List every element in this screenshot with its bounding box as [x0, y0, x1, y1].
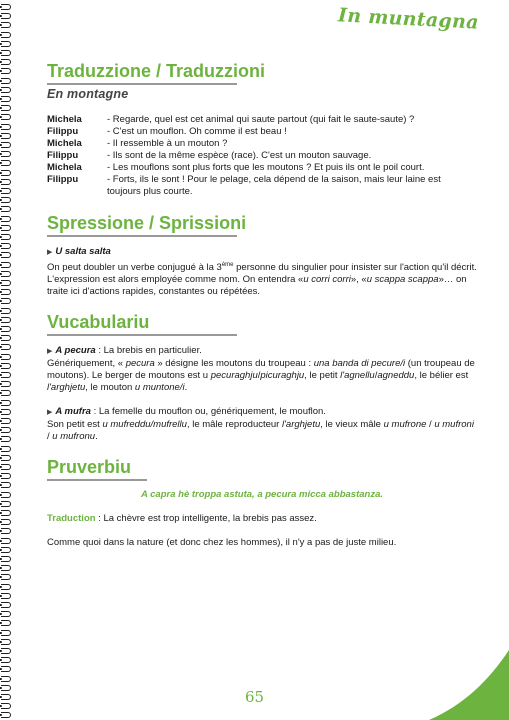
text-run: Génériquement, «	[47, 358, 126, 370]
binding-ring	[1, 160, 11, 166]
text-run: », «	[350, 274, 367, 286]
spiral-binding	[0, 0, 14, 720]
binding-ring	[1, 234, 11, 240]
binding-ring	[1, 639, 11, 645]
traduzione-heading: Traduzzione / Traduzzioni	[47, 61, 266, 81]
binding-ring	[1, 317, 11, 323]
binding-ring	[1, 528, 11, 534]
line-text: - Forts, ils le sont ! Pour le pelage, cela dépend de la saison, mais leur laine est toujours plus courte.	[107, 174, 441, 197]
text-run: .	[184, 382, 188, 394]
binding-ring	[1, 271, 11, 277]
binding-ring	[1, 96, 11, 102]
line-text: - Il ressemble à un mouton ?	[107, 138, 228, 149]
binding-ring	[1, 105, 11, 111]
line-text: - C'est un mouflon. Oh comme il est beau !	[107, 126, 287, 137]
binding-ring	[1, 427, 11, 433]
binding-ring	[1, 657, 11, 663]
proverb: A capra hè troppa astuta, a pecura micca abbastanza.	[141, 489, 383, 501]
binding-ring	[1, 41, 11, 47]
triangle-bullet-icon: ▶	[47, 409, 53, 417]
vocab-entry-pecura	[47, 345, 477, 358]
binding-ring	[1, 170, 11, 176]
text-run: , le vieux mâle	[320, 419, 384, 431]
term: u muntone/i	[134, 382, 185, 394]
binding-ring	[1, 114, 11, 120]
vocab-term: A mufra	[55, 406, 91, 418]
vucabulariu-section	[47, 311, 477, 443]
translation-label: Traduction	[47, 513, 96, 525]
binding-ring	[1, 225, 11, 231]
term: l'agnellu	[340, 370, 375, 382]
binding-ring	[1, 289, 11, 295]
vocab-term: A pecura	[55, 345, 96, 357]
example: u corri corri	[303, 274, 351, 286]
binding-ring	[1, 124, 11, 130]
term: u mufroni	[434, 419, 474, 431]
text-run: »… on traite ici d'actions rapides, constantes ou répétées.	[47, 274, 467, 298]
dialogue-line	[47, 150, 477, 162]
binding-ring	[1, 510, 11, 516]
dialogue-line	[47, 162, 477, 174]
binding-ring	[1, 50, 11, 56]
binding-ring	[1, 400, 11, 406]
heading-rule	[47, 235, 237, 237]
binding-ring	[1, 409, 11, 415]
binding-ring	[1, 252, 11, 258]
binding-ring	[1, 326, 11, 332]
binding-ring	[1, 473, 11, 479]
binding-ring	[1, 666, 11, 672]
binding-ring	[1, 538, 11, 544]
binding-ring	[1, 602, 11, 608]
binding-ring	[1, 418, 11, 424]
binding-ring	[1, 712, 11, 718]
binding-ring	[1, 611, 11, 617]
binding-ring	[1, 464, 11, 470]
term: pecuraghju	[210, 370, 258, 382]
speaker: Filippu	[47, 150, 79, 161]
binding-ring	[1, 243, 11, 249]
binding-ring	[1, 630, 11, 636]
line-text: - Regarde, quel est cet animal qui saute partout (qui fait le saute-saute) ?	[107, 114, 415, 125]
vocab-definition: : La femelle du mouflon ou, génériquement, le mouflon.	[90, 406, 326, 418]
binding-ring	[1, 519, 11, 525]
corner-decoration	[429, 650, 509, 720]
vocab-entry-mufra	[47, 406, 477, 419]
term: u mufreddu/mufrellu	[102, 419, 187, 431]
speaker: Michela	[47, 114, 82, 125]
term: l'arghjetu	[47, 382, 86, 394]
binding-ring	[1, 262, 11, 268]
example: u scappa scappa	[366, 274, 439, 286]
term: u mufrone	[383, 419, 427, 431]
term: agneddu	[377, 370, 415, 382]
binding-ring	[1, 381, 11, 387]
text-run: personne du singulier pour insister sur l'action qu'il décrit. L'expression est alors employée comme nom. On entendra «	[47, 262, 477, 286]
superscript: ème	[221, 262, 234, 268]
text-run: .	[95, 431, 98, 443]
binding-ring	[1, 133, 11, 139]
binding-ring	[1, 68, 11, 74]
spressione-text	[47, 259, 477, 298]
binding-ring	[1, 22, 11, 28]
binding-ring	[1, 372, 11, 378]
dialogue-line	[47, 126, 477, 138]
binding-ring	[1, 197, 11, 203]
binding-ring	[1, 584, 11, 590]
binding-ring	[1, 32, 11, 38]
binding-ring	[1, 344, 11, 350]
binding-ring	[1, 565, 11, 571]
speaker: Filippu	[47, 174, 79, 185]
binding-ring	[1, 13, 11, 19]
proverb-comment: Comme quoi dans la nature (et donc chez les hommes), il n'y a pas de juste milieu.	[47, 537, 397, 549]
binding-ring	[1, 436, 11, 442]
pruverbiu-heading: Pruverbiu	[47, 457, 132, 478]
dialogue-line	[47, 174, 477, 198]
binding-ring	[1, 335, 11, 341]
term: pecura	[125, 358, 155, 370]
binding-ring	[1, 308, 11, 314]
term: picuraghju	[260, 370, 305, 382]
binding-ring	[1, 620, 11, 626]
binding-ring	[1, 188, 11, 194]
triangle-bullet-icon: ▶	[47, 249, 53, 256]
binding-ring	[1, 547, 11, 553]
text-run: /	[257, 370, 261, 382]
vocab-definition: : La brebis en particulier.	[95, 345, 202, 357]
text-run: (un troupeau de moutons). Le berger de moutons est u	[47, 358, 475, 382]
binding-ring	[1, 206, 11, 212]
binding-ring	[1, 298, 11, 304]
speaker: Michela	[47, 138, 82, 149]
binding-ring	[1, 179, 11, 185]
binding-ring	[1, 492, 11, 498]
page-content	[47, 60, 477, 549]
mufra-details	[47, 419, 477, 443]
page-number: 65	[244, 688, 265, 706]
binding-ring	[1, 363, 11, 369]
text-run: , le mouton	[85, 382, 135, 394]
binding-ring	[1, 455, 11, 461]
spressione-term: U salta salta	[55, 246, 111, 257]
binding-ring	[1, 574, 11, 580]
line-text: - Les mouflons sont plus forts que les moutons ? Et puis ils ont le poil court.	[107, 162, 425, 173]
binding-ring	[1, 446, 11, 452]
text-run: , le bélier est	[414, 370, 469, 382]
speaker: Filippu	[47, 126, 79, 137]
section-brand: In muntagna	[337, 4, 480, 34]
text-run: , le mâle reproducteur	[186, 419, 282, 431]
spressione-section	[47, 212, 477, 298]
binding-ring	[1, 593, 11, 599]
line-text: - Ils sont de la même espèce (race). C'est un mouton sauvage.	[107, 150, 372, 161]
text-run: /	[374, 370, 378, 382]
text-run: , le petit	[304, 370, 341, 382]
dialogue	[47, 114, 477, 198]
spressione-term-line	[47, 246, 477, 259]
binding-ring	[1, 280, 11, 286]
binding-ring	[1, 482, 11, 488]
heading-rule	[47, 334, 237, 336]
pecura-details	[47, 358, 477, 394]
dialogue-line	[47, 138, 477, 150]
text-run: On peut doubler un verbe conjugué à la 3	[47, 262, 222, 274]
binding-ring	[1, 676, 11, 682]
pruverbiu-section	[47, 456, 477, 549]
text-run: /	[426, 419, 435, 431]
text-run: » désigne les moutons du troupeau :	[154, 358, 314, 370]
term: u mufronu	[52, 431, 96, 443]
binding-ring	[1, 4, 11, 10]
traduzione-subtitle: En montagne	[47, 87, 129, 101]
dialogue-line	[47, 114, 477, 126]
binding-ring	[1, 87, 11, 93]
binding-ring	[1, 390, 11, 396]
binding-ring	[1, 142, 11, 148]
binding-ring	[1, 501, 11, 507]
binding-ring	[1, 78, 11, 84]
heading-rule	[47, 83, 237, 85]
binding-ring	[1, 151, 11, 157]
vucabulariu-heading: Vucabulariu	[47, 312, 150, 333]
term: una banda di pecure/i	[313, 358, 406, 370]
translation-text: : La chèvre est trop intelligente, la brebis pas assez.	[95, 513, 317, 525]
speaker: Michela	[47, 162, 82, 173]
triangle-bullet-icon: ▶	[47, 348, 53, 356]
binding-ring	[1, 354, 11, 360]
binding-ring	[1, 216, 11, 222]
text-run: Son petit est	[47, 419, 103, 431]
binding-ring	[1, 648, 11, 654]
term: l'arghjetu	[281, 419, 321, 431]
text-run: /	[47, 431, 53, 443]
heading-rule	[47, 479, 147, 481]
binding-ring	[1, 556, 11, 562]
proverb-translation	[47, 513, 477, 525]
spressione-heading: Spressione / Sprissioni	[47, 213, 247, 233]
binding-ring	[1, 59, 11, 65]
